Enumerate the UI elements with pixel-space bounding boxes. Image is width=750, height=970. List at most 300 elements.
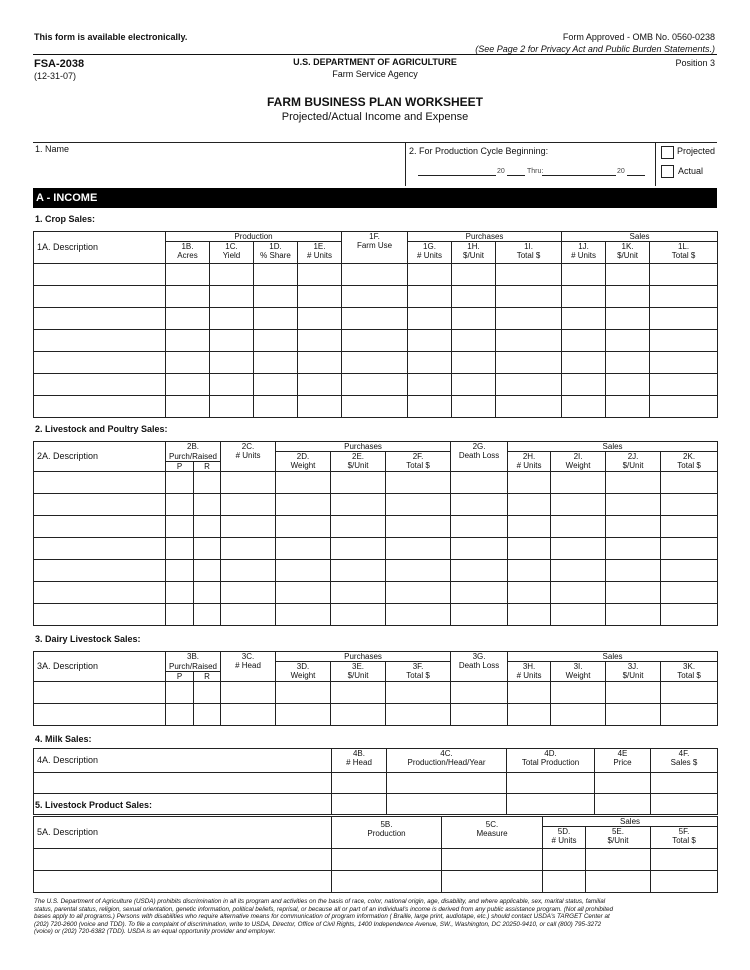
entry-cell[interactable] <box>166 560 194 582</box>
entry-cell[interactable] <box>496 330 562 352</box>
description-entry-cell[interactable] <box>34 538 166 560</box>
entry-cell[interactable] <box>661 582 718 604</box>
entry-cell[interactable] <box>221 582 276 604</box>
entry-cell[interactable] <box>496 352 562 374</box>
entry-cell[interactable] <box>551 682 606 704</box>
description-entry-cell[interactable] <box>34 352 166 374</box>
entry-cell[interactable] <box>496 264 562 286</box>
entry-cell[interactable] <box>298 352 342 374</box>
entry-cell[interactable] <box>342 264 408 286</box>
name-label: 1. Name <box>35 144 70 154</box>
projected-checkbox[interactable] <box>661 146 674 159</box>
entry-cell[interactable] <box>651 773 718 794</box>
entry-cell[interactable] <box>496 396 562 418</box>
crop-col-1f-num: 1F. <box>369 232 380 241</box>
cycle-start-line[interactable] <box>418 175 496 176</box>
page-subtitle: Projected/Actual Income and Expense <box>281 111 469 123</box>
description-entry-cell[interactable] <box>34 308 166 330</box>
entry-cell[interactable] <box>386 494 451 516</box>
entry-cell[interactable] <box>194 538 221 560</box>
entry-cell[interactable] <box>551 516 606 538</box>
dairy-sales-table <box>33 651 718 726</box>
entry-cell[interactable] <box>254 264 298 286</box>
entry-cell[interactable] <box>606 682 661 704</box>
livestock-col-2f-num: 2F. <box>412 452 424 461</box>
description-entry-cell[interactable] <box>34 773 332 794</box>
entry-cell[interactable] <box>650 264 718 286</box>
footer-line-1: The U.S. Department of Agriculture (USDA) prohibits discrimination in all its program and activities on the basis of race, color, national origin, age, disability, and where applicable, sex, marital status, familial <box>34 898 606 905</box>
cycle-end-line[interactable] <box>542 175 616 176</box>
entry-cell[interactable] <box>342 330 408 352</box>
description-entry-cell[interactable] <box>34 849 332 871</box>
milk-sales-row <box>34 773 718 794</box>
crop-sales-title: 1. Crop Sales: <box>35 214 96 224</box>
entry-cell[interactable] <box>210 352 254 374</box>
entry-cell[interactable] <box>331 516 386 538</box>
entry-cell[interactable] <box>298 330 342 352</box>
entry-cell[interactable] <box>331 604 386 626</box>
entry-cell[interactable] <box>650 396 718 418</box>
livestock-col-2b-label: Purch/Raised <box>166 452 221 462</box>
entry-cell[interactable] <box>166 494 194 516</box>
entry-cell[interactable] <box>254 286 298 308</box>
dairy-col-3f-num: 3F. <box>412 662 424 671</box>
entry-cell[interactable] <box>661 538 718 560</box>
footer-line-5: (voice) or (202) 720-6382 (TDD). USDA is an equal opportunity provider and employer. <box>34 928 276 936</box>
entry-cell[interactable] <box>194 604 221 626</box>
entry-cell[interactable] <box>661 494 718 516</box>
livestock-col-2i <box>551 452 606 472</box>
entry-cell[interactable] <box>210 308 254 330</box>
entry-cell[interactable] <box>508 582 551 604</box>
entry-cell[interactable] <box>386 472 451 494</box>
entry-cell[interactable] <box>606 516 661 538</box>
dairy-col-3k-num: 3K. <box>683 662 696 671</box>
entry-cell[interactable] <box>221 538 276 560</box>
entry-cell[interactable] <box>342 352 408 374</box>
entry-cell[interactable] <box>408 330 452 352</box>
entry-cell[interactable] <box>331 494 386 516</box>
entry-cell[interactable] <box>166 308 210 330</box>
entry-cell[interactable] <box>298 264 342 286</box>
entry-cell[interactable] <box>661 704 718 726</box>
entry-cell[interactable] <box>332 871 442 893</box>
entry-cell[interactable] <box>451 582 508 604</box>
entry-cell[interactable] <box>408 308 452 330</box>
entry-cell[interactable] <box>650 374 718 396</box>
entry-cell[interactable] <box>543 849 586 871</box>
entry-cell[interactable] <box>332 794 387 815</box>
entry-cell[interactable] <box>331 582 386 604</box>
description-entry-cell[interactable] <box>34 264 166 286</box>
entry-cell[interactable] <box>342 374 408 396</box>
entry-cell[interactable] <box>166 582 194 604</box>
entry-cell[interactable] <box>606 560 661 582</box>
entry-cell[interactable] <box>442 871 543 893</box>
entry-cell[interactable] <box>562 264 606 286</box>
description-entry-cell[interactable] <box>34 582 166 604</box>
entry-cell[interactable] <box>331 704 386 726</box>
crop-col-1b-label: Acres <box>177 251 198 260</box>
entry-cell[interactable] <box>194 704 221 726</box>
crop-sales-row <box>34 396 718 418</box>
entry-cell[interactable] <box>508 560 551 582</box>
livestock-col-2j-num: 2J. <box>627 452 639 461</box>
entry-cell[interactable] <box>651 849 718 871</box>
entry-cell[interactable] <box>606 494 661 516</box>
omb-approval: Form Approved - OMB No. 0560-0238 <box>562 32 715 42</box>
description-entry-cell[interactable] <box>34 516 166 538</box>
entry-cell[interactable] <box>221 604 276 626</box>
description-entry-cell[interactable] <box>34 286 166 308</box>
entry-cell[interactable] <box>452 308 496 330</box>
entry-cell[interactable] <box>276 516 331 538</box>
entry-cell[interactable] <box>606 308 650 330</box>
dairy-col-3i <box>551 662 606 682</box>
crop-col-1b <box>166 242 210 264</box>
entry-cell[interactable] <box>276 582 331 604</box>
entry-cell[interactable] <box>651 871 718 893</box>
cycle-start-year-prefix: 20 <box>497 168 505 175</box>
entry-cell[interactable] <box>166 286 210 308</box>
entry-cell[interactable] <box>342 286 408 308</box>
entry-cell[interactable] <box>221 516 276 538</box>
dairy-col-3j-label: $/Unit <box>622 671 644 680</box>
dairy-col-3d-num: 3D. <box>296 662 310 671</box>
entry-cell[interactable] <box>586 871 651 893</box>
entry-cell[interactable] <box>221 560 276 582</box>
entry-cell[interactable] <box>210 286 254 308</box>
entry-cell[interactable] <box>276 494 331 516</box>
entry-cell[interactable] <box>452 374 496 396</box>
cycle-start-year-line[interactable] <box>507 175 525 176</box>
crop-col-1j-label: # Units <box>571 251 596 260</box>
entry-cell[interactable] <box>452 264 496 286</box>
name-divider <box>405 142 406 186</box>
livestock-sales-row <box>34 560 718 582</box>
entry-cell[interactable] <box>606 352 650 374</box>
description-entry-cell[interactable] <box>34 682 166 704</box>
entry-cell[interactable] <box>386 582 451 604</box>
entry-cell[interactable] <box>342 396 408 418</box>
entry-cell[interactable] <box>451 538 508 560</box>
entry-cell[interactable] <box>661 682 718 704</box>
entry-cell[interactable] <box>606 264 650 286</box>
entry-cell[interactable] <box>551 538 606 560</box>
entry-cell[interactable] <box>387 794 507 815</box>
livestock-purchases-group: Purchases <box>276 442 451 452</box>
entry-cell[interactable] <box>451 472 508 494</box>
livestock-sales-title: 2. Livestock and Poultry Sales: <box>35 424 168 434</box>
entry-cell[interactable] <box>650 330 718 352</box>
dairy-sales-group: Sales <box>508 652 718 662</box>
entry-cell[interactable] <box>606 704 661 726</box>
crop-col-1e-num: 1E. <box>313 242 326 251</box>
entry-cell[interactable] <box>210 374 254 396</box>
entry-cell[interactable] <box>507 773 595 794</box>
entry-cell[interactable] <box>276 560 331 582</box>
entry-cell[interactable] <box>387 773 507 794</box>
name-row-top-rule <box>33 142 717 143</box>
description-entry-cell[interactable] <box>34 472 166 494</box>
entry-cell[interactable] <box>221 472 276 494</box>
dairy-purchased-header: P <box>166 672 194 682</box>
entry-cell[interactable] <box>331 538 386 560</box>
entry-cell[interactable] <box>562 374 606 396</box>
entry-cell[interactable] <box>194 582 221 604</box>
entry-cell[interactable] <box>194 494 221 516</box>
entry-cell[interactable] <box>166 374 210 396</box>
entry-cell[interactable] <box>606 396 650 418</box>
livestock-col-2c-label: # Units <box>235 451 261 460</box>
entry-cell[interactable] <box>606 472 661 494</box>
entry-cell[interactable] <box>276 682 331 704</box>
cycle-label: 2. For Production Cycle Beginning: <box>409 146 549 156</box>
livestock-col-2d <box>276 452 331 472</box>
dairy-col-3h <box>508 662 551 682</box>
entry-cell[interactable] <box>194 472 221 494</box>
entry-cell[interactable] <box>386 516 451 538</box>
livestock-col-2e-num: 2E. <box>352 452 365 461</box>
entry-cell[interactable] <box>496 308 562 330</box>
crop-sales-row <box>34 352 718 374</box>
entry-cell[interactable] <box>651 794 718 815</box>
entry-cell[interactable] <box>661 472 718 494</box>
livestock-col-2i-num: 2I. <box>573 452 583 461</box>
dairy-sales-row <box>34 682 718 704</box>
product-col-5f-label: Total $ <box>672 836 696 845</box>
entry-cell[interactable] <box>451 560 508 582</box>
entry-cell[interactable] <box>562 396 606 418</box>
entry-cell[interactable] <box>606 538 661 560</box>
dairy-col-3f <box>386 662 451 682</box>
crop-sales-row <box>34 286 718 308</box>
entry-cell[interactable] <box>166 330 210 352</box>
dairy-col-3h-label: # Units <box>516 671 542 680</box>
entry-cell[interactable] <box>254 352 298 374</box>
entry-cell[interactable] <box>254 374 298 396</box>
entry-cell[interactable] <box>331 682 386 704</box>
entry-cell[interactable] <box>496 374 562 396</box>
entry-cell[interactable] <box>298 308 342 330</box>
entry-cell[interactable] <box>451 516 508 538</box>
entry-cell[interactable] <box>508 516 551 538</box>
milk-col-4f <box>651 749 718 773</box>
entry-cell[interactable] <box>331 472 386 494</box>
entry-cell[interactable] <box>451 704 508 726</box>
livestock-sales-table <box>33 441 718 626</box>
entry-cell[interactable] <box>606 286 650 308</box>
crop-col-1h-label: $/Unit <box>463 251 484 260</box>
entry-cell[interactable] <box>650 308 718 330</box>
entry-cell[interactable] <box>508 472 551 494</box>
entry-cell[interactable] <box>166 538 194 560</box>
product-col-5c-num: 5C. <box>485 820 499 829</box>
entry-cell[interactable] <box>595 773 651 794</box>
entry-cell[interactable] <box>451 494 508 516</box>
entry-cell[interactable] <box>586 849 651 871</box>
entry-cell[interactable] <box>650 286 718 308</box>
entry-cell[interactable] <box>386 560 451 582</box>
entry-cell[interactable] <box>221 682 276 704</box>
entry-cell[interactable] <box>342 308 408 330</box>
description-entry-cell[interactable] <box>34 604 166 626</box>
product-col-5e-label: $/Unit <box>607 836 629 845</box>
entry-cell[interactable] <box>562 352 606 374</box>
entry-cell[interactable] <box>551 494 606 516</box>
entry-cell[interactable] <box>661 560 718 582</box>
entry-cell[interactable] <box>551 704 606 726</box>
product-sales-table <box>33 816 718 893</box>
milk-col-4e <box>595 749 651 773</box>
entry-cell[interactable] <box>451 682 508 704</box>
entry-cell[interactable] <box>332 773 387 794</box>
description-entry-cell[interactable] <box>34 871 332 893</box>
crop-col-1f-label: Farm Use <box>356 241 393 250</box>
entry-cell[interactable] <box>508 494 551 516</box>
entry-cell[interactable] <box>166 682 194 704</box>
entry-cell[interactable] <box>386 538 451 560</box>
entry-cell[interactable] <box>386 704 451 726</box>
entry-cell[interactable] <box>408 396 452 418</box>
entry-cell[interactable] <box>442 849 543 871</box>
entry-cell[interactable] <box>661 516 718 538</box>
entry-cell[interactable] <box>166 516 194 538</box>
entry-cell[interactable] <box>562 286 606 308</box>
entry-cell[interactable] <box>562 308 606 330</box>
crop-col-1d-num: 1D. <box>269 242 282 251</box>
livestock-col-2h-num: 2H. <box>522 452 536 461</box>
entry-cell[interactable] <box>332 849 442 871</box>
cycle-end-year-line[interactable] <box>627 175 645 176</box>
description-entry-cell[interactable] <box>34 704 166 726</box>
entry-cell[interactable] <box>166 704 194 726</box>
entry-cell[interactable] <box>166 264 210 286</box>
milk-col-4f-label: Sales $ <box>670 758 698 767</box>
entry-cell[interactable] <box>254 330 298 352</box>
product-col-5d-label: # Units <box>551 836 577 845</box>
entry-cell[interactable] <box>166 396 210 418</box>
entry-cell[interactable] <box>595 794 651 815</box>
entry-cell[interactable] <box>508 604 551 626</box>
actual-checkbox[interactable] <box>661 165 674 178</box>
entry-cell[interactable] <box>298 286 342 308</box>
crop-col-1i-label: Total $ <box>516 251 541 260</box>
entry-cell[interactable] <box>452 286 496 308</box>
livestock-sales-row <box>34 538 718 560</box>
dairy-raised-header: R <box>194 672 221 682</box>
entry-cell[interactable] <box>551 582 606 604</box>
agency-name: Farm Service Agency <box>332 69 418 79</box>
entry-cell[interactable] <box>166 472 194 494</box>
entry-cell[interactable] <box>408 352 452 374</box>
description-entry-cell[interactable] <box>34 330 166 352</box>
livestock-col-2e <box>331 452 386 472</box>
entry-cell[interactable] <box>606 330 650 352</box>
dairy-col-3c-num: 3C. <box>241 652 255 661</box>
entry-cell[interactable] <box>496 286 562 308</box>
dairy-col-3i-num: 3I. <box>573 662 583 671</box>
entry-cell[interactable] <box>210 330 254 352</box>
crop-col-1h-num: 1H. <box>467 242 480 251</box>
dairy-col-3c-label: # Head <box>235 661 261 670</box>
entry-cell[interactable] <box>452 396 496 418</box>
entry-cell[interactable] <box>276 472 331 494</box>
entry-cell[interactable] <box>194 516 221 538</box>
entry-cell[interactable] <box>221 704 276 726</box>
entry-cell[interactable] <box>276 704 331 726</box>
product-col-5f <box>651 827 718 849</box>
crop-col-1d-label: % Share <box>260 251 291 260</box>
entry-cell[interactable] <box>408 264 452 286</box>
entry-cell[interactable] <box>452 352 496 374</box>
entry-cell[interactable] <box>551 472 606 494</box>
entry-cell[interactable] <box>551 560 606 582</box>
entry-cell[interactable] <box>276 538 331 560</box>
livestock-col-2b-num: 2B. <box>166 442 221 452</box>
entry-cell[interactable] <box>507 794 595 815</box>
entry-cell[interactable] <box>661 604 718 626</box>
product-col-5b-num: 5B. <box>380 820 393 829</box>
description-entry-cell[interactable] <box>34 560 166 582</box>
product-col-5c <box>442 817 543 849</box>
crop-col-1g-label: # Units <box>417 251 442 260</box>
entry-cell[interactable] <box>452 330 496 352</box>
entry-cell[interactable] <box>606 582 661 604</box>
entry-cell[interactable] <box>210 264 254 286</box>
entry-cell[interactable] <box>194 682 221 704</box>
entry-cell[interactable] <box>451 604 508 626</box>
entry-cell[interactable] <box>221 494 276 516</box>
crop-sales-group: Sales <box>562 232 718 242</box>
entry-cell[interactable] <box>606 374 650 396</box>
entry-cell[interactable] <box>166 352 210 374</box>
crop-col-1k-num: 1K. <box>621 242 634 251</box>
privacy-note: (See Page 2 for Privacy Act and Public Burden Statements.) <box>475 44 715 54</box>
entry-cell[interactable] <box>386 604 451 626</box>
entry-cell[interactable] <box>543 871 586 893</box>
entry-cell[interactable] <box>276 604 331 626</box>
entry-cell[interactable] <box>386 682 451 704</box>
entry-cell[interactable] <box>298 396 342 418</box>
milk-col-4e-label: Price <box>613 758 632 767</box>
entry-cell[interactable] <box>194 560 221 582</box>
entry-cell[interactable] <box>551 604 606 626</box>
entry-cell[interactable] <box>254 308 298 330</box>
entry-cell[interactable] <box>562 330 606 352</box>
crop-col-1k-label: $/Unit <box>617 251 638 260</box>
crop-sales-row <box>34 308 718 330</box>
dairy-sales-row <box>34 704 718 726</box>
entry-cell[interactable] <box>254 396 298 418</box>
entry-cell[interactable] <box>331 560 386 582</box>
entry-cell[interactable] <box>508 538 551 560</box>
entry-cell[interactable] <box>508 682 551 704</box>
entry-cell[interactable] <box>166 604 194 626</box>
entry-cell[interactable] <box>508 704 551 726</box>
entry-cell[interactable] <box>606 604 661 626</box>
entry-cell[interactable] <box>650 352 718 374</box>
description-entry-cell[interactable] <box>34 374 166 396</box>
entry-cell[interactable] <box>298 374 342 396</box>
description-entry-cell[interactable] <box>34 396 166 418</box>
entry-cell[interactable] <box>408 374 452 396</box>
crop-col-1f <box>342 232 408 264</box>
livestock-col-2d-num: 2D. <box>296 452 310 461</box>
entry-cell[interactable] <box>408 286 452 308</box>
entry-cell[interactable] <box>210 396 254 418</box>
description-entry-cell[interactable] <box>34 494 166 516</box>
